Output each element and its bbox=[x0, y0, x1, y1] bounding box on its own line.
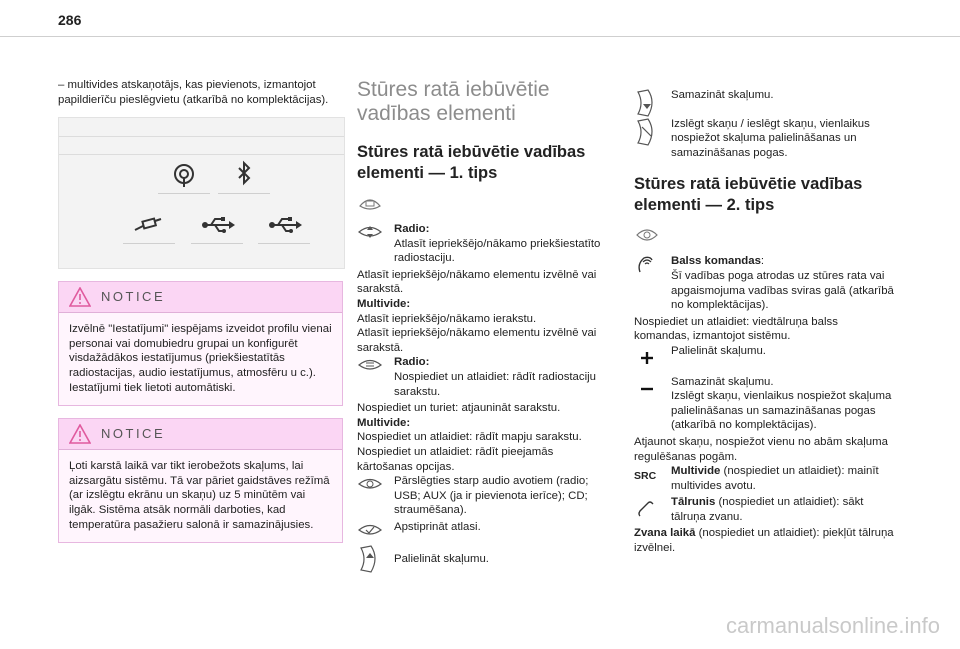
plus-icon bbox=[634, 348, 660, 368]
heading-type2: Stūres ratā iebūvētie vadības elementi — 2. tips bbox=[634, 175, 863, 215]
voice-command-icon bbox=[634, 254, 660, 274]
steering-control-type1-icon bbox=[357, 192, 383, 214]
column-middle: Stūres ratā iebūvētie vadības elementi Stūres ratā iebūvētie vadības elementi — 1. tips Radio: Atlasīt iepriekšējo/nākamo priekšiestatīto radiostaciju. Atlasīt iepriekšējo/nākamo elementu izvēlnē vai sarakstā. Multivide: Atlasīt iepriekšējo/nākamo ierakstu. Atlasīt iepriekšējo/nākamo elementu izvēlnē vai sarakstā. Radio: Nospiediet un atlaidiet: rādīt radiostaciju sarakstu. Nospiediet un turiet: atjaunināt sarakstu. Multivide: Nospiediet un atlaidiet: rādīt mapju sarakstu. Nospiediet un atlaidiet: rādīt pieejamās kārtošanas opcijas. Pārslēgties starp audio avotiem (radio; USB; AUX (ja ir pievienota ierīce); CD; straumēšana). Apstiprināt atlasi. Palielināt skaļumu. bbox=[357, 78, 612, 569]
column-left bbox=[58, 78, 343, 555]
aux-port-icon bbox=[164, 160, 204, 190]
source-button-icon bbox=[357, 474, 383, 494]
notice-body: Izvēlnē "Iestatījumi" iespējams izveidot profilu vienai personai vai domubiedru grupai un konfigurēt visdažādākos iestatījumus (priekšiestatītās radiostacijas, audio iestatījumus, atmosfēru u c.). Iestatījumi tiek lietoti automātiski. bbox=[59, 313, 342, 405]
notice-body: Ļoti karstā laikā var tikt ierobežots skaļums, lai aizsargātu sistēmu. Tā var pāriet gaidstāves režīmā (ar izslēgtu ekrānu un skaņu) uz 5 minūtēm vai ilgāk. Sistēma atsāk normāli darboties, kad temperatūra pasažieru salonā ir samazinājusies. bbox=[59, 450, 342, 542]
section-title: Stūres ratā iebūvētie vadības elementi bbox=[357, 78, 550, 125]
steering-control-type2-icon bbox=[634, 224, 660, 246]
column-right: Samazināt skaļumu. Izslēgt skaņu / ieslēgt skaņu, vienlaikus nospiežot skaļuma palielināšanas un samazināšanas pogas. Stūres ratā iebūvētie vadības elementi — 2. tips Balss komandas: Šī vadības poga atrodas uz stūres rata vai apgaismojuma vadības sviras galā (atkarībā no komplektācijas). Nospiediet un atlaidiet: viedtālruņa balss komandas, izmantojot sistēmu. Palielināt skaļumu. Samazināt skaļumu. Izslēgt skaņu, vienlaikus nospiežot skaļuma palielināšanas un samazināšanas pogas (atkarībā no komplektācijas). Atjaunot skaņu, nospiežot vienu no abām skaļuma regulēšanas pogām. SRC Multivide (nospiediet un atlaidiet): mainīt multivides avotu. Tālrunis (nospiediet un atlaidiet): sākt tālruņa zvanu. Zvana laikā (nospiediet un atlaidiet): piekļūt tālruņa izvēlnei. bbox=[634, 89, 894, 555]
bluetooth-icon bbox=[224, 160, 264, 190]
phone-icon bbox=[634, 499, 660, 519]
heading-type1: Stūres ratā iebūvētie vadības elementi — 1. tips bbox=[357, 143, 586, 182]
confirm-button-icon bbox=[357, 520, 383, 540]
connectors-illustration bbox=[58, 117, 345, 269]
warning-icon bbox=[69, 287, 91, 307]
header-divider bbox=[0, 36, 960, 37]
watermark: carmanualsonline.info bbox=[725, 613, 940, 638]
notice-box-temperature bbox=[58, 418, 343, 543]
volume-down-icon bbox=[634, 88, 660, 118]
usb-icon-2 bbox=[264, 210, 304, 240]
volume-up-icon bbox=[357, 544, 383, 574]
page-number: 286 bbox=[58, 12, 82, 28]
radio-scroll-icon bbox=[357, 222, 383, 242]
notice-box-profiles bbox=[58, 281, 343, 406]
minus-icon bbox=[634, 379, 660, 399]
cable-plug-icon bbox=[129, 210, 169, 240]
list-button-icon bbox=[357, 355, 383, 375]
src-icon: SRC bbox=[634, 470, 657, 483]
mute-icon bbox=[634, 117, 660, 147]
usb-icon bbox=[197, 210, 237, 240]
notice-title: NOTICE bbox=[101, 425, 166, 441]
intro-text: – multivides atskaņotājs, kas pievienots, izmantojot papildierīču pieslēgvietu (atkarībā no komplektācijas). bbox=[58, 79, 329, 106]
notice-title: NOTICE bbox=[101, 288, 166, 304]
warning-icon bbox=[69, 424, 91, 444]
